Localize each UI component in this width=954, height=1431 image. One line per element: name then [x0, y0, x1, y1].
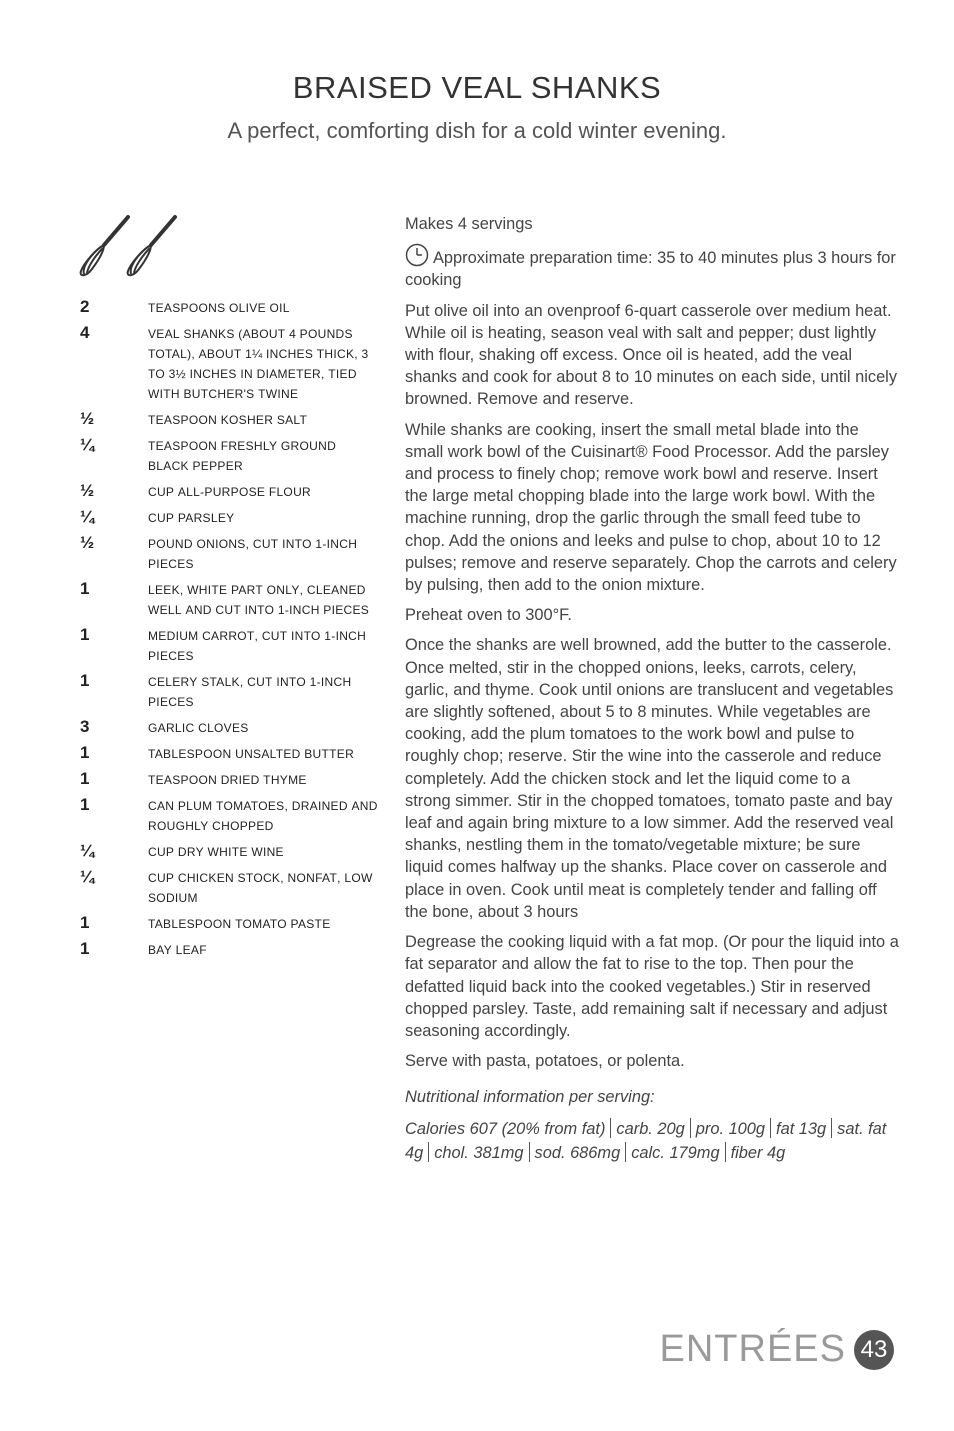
method-step: Put olive oil into an ovenproof 6-quart casserole over medium heat. While oil is heating, season veal with salt and pepper; dust lightly with flour, shaking off excess. Once oil is heated, add the veal shanks and cook for about 8 to 10 minutes on each side, until nicely browned. Remove and reserve. [405, 301, 898, 409]
ingredient-qty: 1 [80, 939, 90, 958]
ingredient-desc: cup parsley [148, 507, 235, 526]
whisk-icon [76, 215, 186, 279]
ingredient-list [80, 297, 380, 965]
recipe-title: BRAISED VEAL SHANKS [292, 70, 662, 105]
nutrition-item: chol. 381mg [434, 1143, 524, 1162]
method-step: Once the shanks are well browned, add the butter to the casserole. Once melted, stir in the chopped onions, leeks, carrots, celery, garlic, and thyme. Cook until onions are translucent and vegetables are slightly softened, about 5 to 8 minutes. While vegetables are cooking, add the plum tomatoes to the work bowl and pulse to roughly chop; reserve. Stir the wine into the casserole and reduce completely. Add the chicken stock and let the liquid come to a strong simmer. Stir in the chopped tomatoes, tomato paste and bay leaf and again bring mixture to a low simmer. Add the reserved veal shanks, nestling them in the tomato/vegetable mixture; be sure liquid comes halfway up the shanks. Place cover on casserole and place in oven. Cook until meat is completely tender and falling off the bone, about 3 hours [405, 636, 894, 921]
section-name: ENTRÉES [659, 1328, 846, 1370]
ingredient-desc: cup dry white wine [148, 841, 284, 860]
nutrition-title: Nutritional information per serving: [405, 1088, 655, 1107]
ingredient-qty: 1 [80, 795, 90, 814]
nutrition-separator [770, 1118, 771, 1138]
nutrition-separator [625, 1142, 626, 1162]
nutrition-separator [725, 1142, 726, 1162]
page-footer [660, 1328, 894, 1371]
ingredient-item [80, 769, 380, 789]
ingredient-item [80, 717, 380, 737]
nutrition-info [405, 1117, 899, 1165]
nutrition-item: Calories 607 (20% from fat) [405, 1119, 606, 1138]
ingredient-qty: 1 [80, 671, 90, 690]
ingredient-item [80, 795, 380, 835]
ingredient-qty: ¼ [80, 867, 95, 886]
nutrition-separator [529, 1142, 530, 1162]
nutrition-separator [428, 1142, 429, 1162]
method-column [405, 213, 899, 1173]
ingredient-desc: teaspoon freshly ground black pepper [148, 435, 337, 474]
ingredient-item [80, 913, 380, 933]
ingredient-qty: 2 [80, 297, 90, 316]
nutrition-item: carb. 20g [616, 1119, 685, 1138]
nutrition-item: pro. 100g [695, 1119, 766, 1138]
clock-icon [405, 243, 429, 267]
ingredient-desc: teaspoons olive oil [148, 297, 290, 316]
ingredient-desc: veal shanks (about 4 pounds total), about 1¼ inches thick, 3 to 3½ inches in diameter, tied with butcher's twine [148, 323, 369, 402]
ingredient-desc: teaspoon kosher salt [148, 409, 308, 428]
ingredient-item [80, 625, 380, 665]
ingredient-item [80, 671, 380, 711]
ingredient-desc: can plum tomatoes, drained and roughly chopped [148, 795, 378, 834]
nutrition-separator [831, 1118, 832, 1138]
ingredient-item [80, 435, 380, 475]
ingredient-desc: medium carrot, cut into 1-inch pieces [148, 625, 367, 664]
prep-time: Approximate preparation time: 35 to 40 minutes plus 3 hours for cooking [405, 249, 896, 290]
ingredient-qty: ¼ [80, 841, 95, 860]
ingredient-desc: pound onions, cut into 1-inch pieces [148, 533, 358, 572]
ingredient-item [80, 323, 380, 403]
nutrition-item: calc. 179mg [631, 1143, 720, 1162]
steps [405, 300, 899, 1073]
ingredient-qty: ¼ [80, 507, 95, 526]
ingredient-qty: 1 [80, 625, 90, 644]
servings: Makes 4 servings [405, 215, 533, 233]
ingredient-qty: ½ [80, 481, 95, 500]
ingredient-item [80, 841, 380, 861]
ingredient-desc: tablespoon tomato paste [148, 913, 331, 932]
ingredient-item [80, 867, 380, 907]
ingredient-qty: 1 [80, 579, 90, 598]
ingredient-desc: leek, white part only, cleaned well and cut into 1-inch pieces [148, 579, 370, 618]
ingredient-item [80, 481, 380, 501]
ingredient-item [80, 507, 380, 527]
ingredient-item [80, 297, 380, 317]
ingredient-desc: cup chicken stock, nonfat, low sodium [148, 867, 373, 906]
ingredient-desc: teaspoon dried thyme [148, 769, 307, 788]
ingredient-item [80, 743, 380, 763]
ingredient-qty: ¼ [80, 435, 95, 454]
ingredient-desc: bay leaf [148, 939, 207, 958]
nutrition-separator [610, 1118, 611, 1138]
ingredient-qty: ½ [80, 409, 95, 428]
ingredient-desc: celery stalk, cut into 1-inch pieces [148, 671, 352, 710]
ingredient-desc: garlic cloves [148, 717, 249, 736]
recipe-subtitle: A perfect, comforting dish for a cold winter evening. [227, 118, 727, 143]
ingredient-qty: 1 [80, 743, 90, 762]
nutrition-separator [690, 1118, 691, 1138]
nutrition-item: fiber 4g [730, 1143, 786, 1162]
page-number: 43 [854, 1330, 894, 1370]
nutrition-item: sod. 686mg [534, 1143, 621, 1162]
nutrition-item: sat. fat 4g [405, 1119, 887, 1162]
ingredient-item [80, 579, 380, 619]
ingredient-qty: ½ [80, 533, 95, 552]
ingredient-item [80, 533, 380, 573]
nutrition-item: fat 13g [776, 1119, 827, 1138]
method-step: Preheat oven to 300°F. [405, 606, 572, 625]
ingredient-qty: 1 [80, 769, 90, 788]
ingredient-item [80, 939, 380, 959]
ingredient-item [80, 409, 380, 429]
method-step: While shanks are cooking, insert the small metal blade into the small work bowl of the Cuisinart® Food Processor. Add the parsley and process to finely chop; remove work bowl and reserve. Insert the large metal chopping blade into the large work bowl. With the machine running, drop the garlic through the small feed tube to chop. Add the onions and leeks and pulse to chop, about 10 to 12 pulses; remove and reserve separately. Chop the carrots and celery by pulsing, then add to the onion mixture. [405, 420, 897, 595]
ingredient-desc: cup all-purpose flour [148, 481, 312, 500]
ingredient-desc: tablespoon unsalted butter [148, 743, 355, 762]
method-step: Degrease the cooking liquid with a fat mop. (Or pour the liquid into a fat separator and allow the fat to rise to the top. Then pour the defatted liquid back into the cooked vegetables.) Stir in reserved chopped parsley. Taste, add remaining salt if necessary and adjust seasoning accordingly. [405, 933, 899, 1040]
prep-time-line [405, 243, 899, 291]
ingredient-qty: 3 [80, 717, 90, 736]
method-step: Serve with pasta, potatoes, or polenta. [405, 1052, 685, 1071]
ingredient-qty: 4 [80, 323, 90, 342]
ingredient-qty: 1 [80, 913, 90, 932]
